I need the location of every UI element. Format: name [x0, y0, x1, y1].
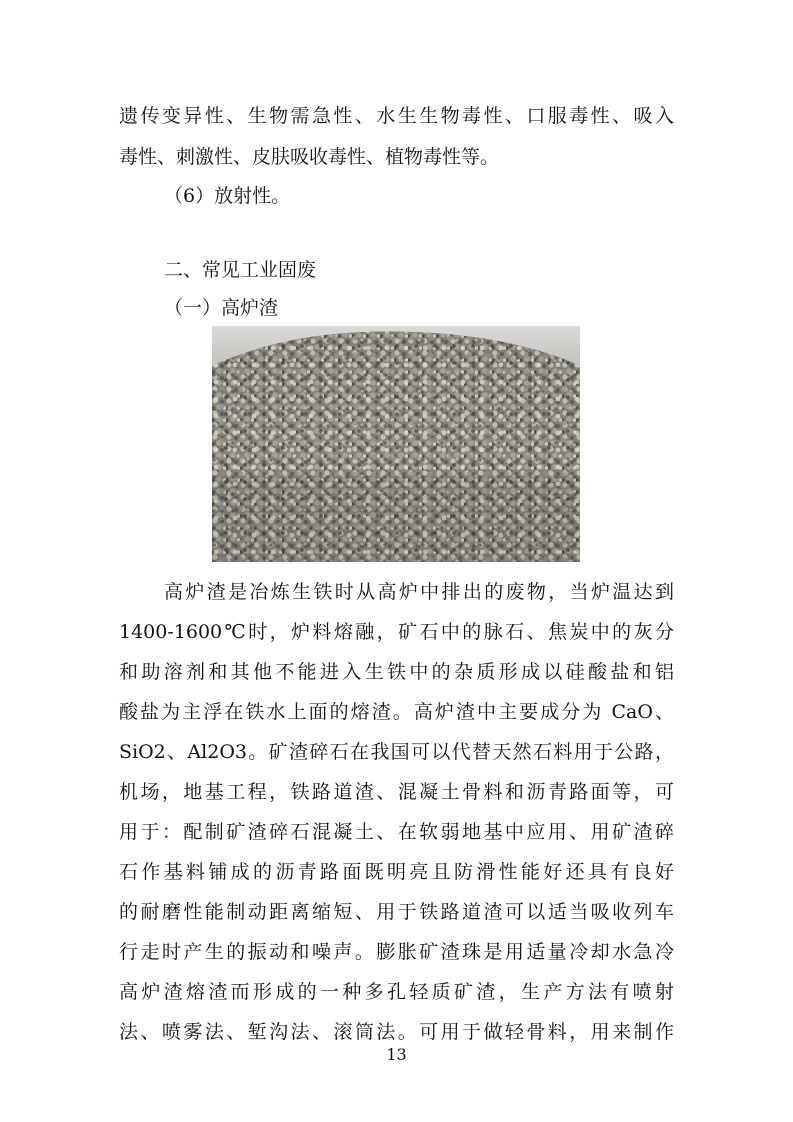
body-line: 石作基料铺成的沥青路面既明亮且防滑性能好还具有良好: [119, 861, 674, 883]
intro-line-1: 遗传变异性、生物需急性、水生生物毒性、口服毒性、吸入: [119, 105, 674, 127]
section-heading: 二、常见工业固废: [164, 259, 317, 281]
body-line: 法、喷雾法、堑沟法、滚筒法。可用于做轻骨料，用来制作: [119, 1021, 674, 1043]
intro-line-2: 毒性、刺激性、皮肤吸收毒性、植物毒性等。: [119, 146, 500, 168]
slag-photo-image: [212, 326, 580, 562]
body-line: 高炉渣是冶炼生铁时从高炉中排出的废物，当炉温达到: [164, 581, 674, 603]
body-line: SiO2、Al2O3。矿渣碎石在我国可以代替天然石料用于公路，: [119, 741, 674, 763]
body-line: 机场，地基工程，铁路道渣、混凝土骨料和沥青路面等，可: [119, 781, 674, 803]
body-line: 行走时产生的振动和噪声。膨胀矿渣珠是用适量冷却水急冷: [119, 941, 674, 963]
body-line: 用于：配制矿渣碎石混凝土、在软弱地基中应用、用矿渣碎: [119, 821, 674, 843]
body-line: 的耐磨性能制动距离缩短、用于铁路道渣可以适当吸收列车: [119, 901, 674, 923]
slag-photo: [212, 326, 580, 562]
body-line: 酸盐为主浮在铁水上面的熔渣。高炉渣中主要成分为 CaO、: [119, 701, 674, 723]
list-item-radioactivity: （6）放射性。: [164, 185, 291, 207]
body-line: 高炉渣熔渣而形成的一种多孔轻质矿渣，生产方法有喷射: [119, 981, 674, 1003]
body-line: 1400-1600℃时，炉料熔融，矿石中的脉石、焦炭中的灰分: [119, 621, 674, 643]
subsection-heading: （一）高炉渣: [164, 297, 279, 319]
body-line: 和助溶剂和其他不能进入生铁中的杂质形成以硅酸盐和铝: [119, 661, 674, 683]
page-number: 13: [386, 1045, 407, 1064]
